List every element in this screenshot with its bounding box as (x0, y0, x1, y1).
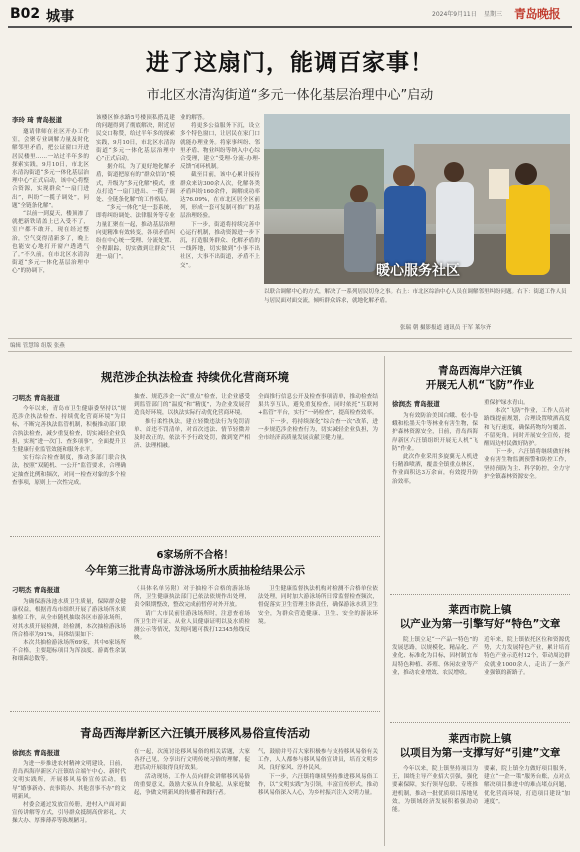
lead-paragraph: 该楼区修水路5号楼顶私搭乱建的问题得到了彻底解决，附近居民交口称赞，给过半年多的探索实践，9月10日，市北区水清沟街道“多元一体化基层治理中心”正式启动。 (96, 115, 175, 163)
article4-paragraph: 在一起，次流讨论移风易俗的相关话题，大家各抒己见，分享出行文明传统习俗的理解，促进活动开展取得良好效果。 (134, 749, 250, 772)
lead-paragraph: 据介绍，为了更好地化解矛盾，街道把原有的“群众信访”模式，升级为“多元化解”模式，重点打造“一扇门进出、一揽子调处、全链条化解”的工作格局。 (96, 164, 175, 204)
article2-column-1 (12, 405, 126, 529)
editor-line: 编辑 管慧锦 组版 张燕 (10, 343, 65, 349)
lead-column-3 (180, 114, 260, 333)
article5-paragraph: 下一步，六汪镇将继续做好林业有害生物监测预警和防控工作，坚持预防为主、科学防控，全力守护全镇森林资源安全。 (484, 449, 570, 480)
lead-photo (264, 114, 570, 284)
article6-column-2 (484, 636, 570, 716)
article4-paragraph: 下一步，六汪镇将继续坚持推进移风易俗工作，以“文明实践”为引领，丰富宣传形式，推动移风易俗深入人心，为乡村振兴注入文明力量。 (258, 773, 378, 797)
paper-logo: 青岛晚报 (514, 7, 561, 21)
lead-paragraph: “以前一到夏天，楼顶渗了就把新铁请盖上已入受不了，室户都不敢开，现在经过整治，空气变得清新多了，晚上也能安心地打开窗户透透气了。”不久前，在市北区水清沟街道“多元一体化基层治理中心”的协调下， (12, 211, 89, 275)
article6-column-1 (392, 636, 478, 716)
article3-byline: 刁明杰 青岛报道 (12, 586, 60, 594)
article5-paragraph: 此次作业采用多旋翼无人机进行精准喷洒，覆盖全镇重点林区，作业面积达3万余亩，有效提升防治效率。 (392, 454, 478, 485)
article4-column-3 (258, 748, 378, 848)
article3-paragraph: 卫生健康监督执法机构对检测不合格单位依法处理，同时加大游泳场所日常监督检查频次，督促落实卫生管理主体责任，确保游泳水质卫生安全，为群众营造健康、卫生、安全的游泳环境。 (258, 586, 378, 625)
article2-column-3 (258, 393, 378, 529)
article7-column-1 (392, 765, 478, 847)
article7-paragraph: 今年以来，院上镇坚持项目为王，围绕主导产业招大引强，强化要素保障，实行领导包联、专班推进机制，推动一批优质项目落地见效，为镇域经济发展积蓄强劲动能。 (392, 766, 478, 814)
article-separator (390, 594, 570, 595)
column-divider (384, 356, 385, 846)
article4-column-1 (12, 760, 126, 848)
article4-paragraph: 为进一步推进农村精神文明建设，日前，青岛西海岸新区六汪镇结合端午中心、新时代文明实践所，开展移风易俗宣传活动，倡导“婚事新办、丧事简办、其他喜事不办”的文明新风。 (12, 761, 126, 800)
article-separator (10, 711, 380, 712)
article7-column-2 (484, 765, 570, 847)
article7-headline: 莱西市院上镇 以项目为第一支撑写好“引建”文章 (399, 733, 561, 759)
page-header (0, 0, 580, 26)
photo-credit: 张瑞 朝 摄影报道 通讯员 于军 莱尔齐 (400, 325, 492, 331)
article3-paragraph: 为确保游泳池水质卫生质量，保障群众健康权益，根据青岛市组织开展了游泳场所水质抽检工作，从全市随机抽取各区市游泳场所，对其水质开展检测，经检测，本次抽检游泳场所合格率为91%，具体结果如下： (12, 599, 126, 638)
article2-paragraph: 今年以来，青岛市卫生健康委坚持以“规范涉企执法检查、持续优化营商环境”为目标，不断完善执法监管机制，积极推动部门联合执法检查，减少重复检查，切实减轻企业负担，实现“进一次门、查多项事”，全面提升卫生健康行业监管效能和服务水平。 (12, 406, 126, 454)
header-rule (8, 26, 572, 28)
lead-paragraph: 截至目前，该中心累计接待群众来访300余人次，化解各类矛盾纠纷160余件，调解成功率达76.09%，在市北区居全区前列，形成一套可复制可推广的基层治理经验。 (180, 172, 260, 220)
article5-byline: 徐润杰 青岛报道 (392, 400, 440, 408)
issue-weekday: 星期三 (484, 11, 503, 18)
lead-column-2 (96, 114, 175, 333)
article2-paragraph: 抽查、规范涉企一次“重点”检查，让企业感受到监管部门的“温度”和“精度”，为企业发展营造良好环境，以执法实际行动优化营商环境。 (134, 394, 250, 417)
lead-byline: 李玲 琦 青岛报道 (12, 116, 63, 124)
article2-paragraph: 实行综合检查制度，推动多部门联合执法，按照“双随机、一公开”监管要求，合理确定抽查比例和频次，对同一检查对象的多个检查事项，原则上一次性完成。 (12, 455, 126, 486)
article4-paragraph: 活动现场，工作人员向群众讲解移风易俗的重要意义，鼓励大家从自身做起，从家庭做起，争做文明新风的传播者和践行者。 (134, 773, 250, 797)
article4-headline: 青岛西海岸新区六汪镇开展移风易俗宣传活动 (80, 726, 310, 740)
article2-paragraph: 全面推行信息公开及检查事项清单，推动检查结果共享互认，避免重复检查，同时依托“互联网+监管”平台，实行“一码检查”，提高检查效率。 (258, 394, 378, 417)
article2-byline: 刁明杰 青岛报道 (12, 394, 60, 402)
section-rule (8, 351, 572, 352)
lead-paragraph: “多元一体化”是一套系统，即将纠纷调处、法律服务等专业力量汇聚在一起，推动基层治理向更精准有效转变，各项矛盾纠纷在中心统一受理、分流处置、全程跟踪，切实做到让群众“只进一扇门”。 (96, 205, 175, 261)
lead-paragraph: 业的解答。 (180, 115, 208, 121)
article7-paragraph: 要素，院上镇全力做好项目服务，建立“一企一策”服务台账，点对点解决项目推进中的难点堵点问题，优化营商环境，打造项目建设“加速度”。 (484, 766, 570, 805)
article5-paragraph: 为有效防治美国白蛾、松小卷蛾和松墨天牛等林业有害生物，保护森林资源安全，日前，青岛西海岸新区六汪镇组织开展无人机“飞防”作业。 (392, 413, 478, 452)
article4-byline: 徐润杰 青岛报道 (12, 749, 60, 757)
article3-column-1 (12, 598, 126, 704)
article4-paragraph: 村委会通过发放宣传册，进村入户面对面宣传讲解等方式，引导群众抵制高价彩礼、大操大办、厚葬薄养等陈规陋习。 (12, 802, 126, 825)
photo-caption: 以联合调解中心的方式，解决了一系列居民切身之事。右上：市北区综治中心人员在调解邻里纠纷问题。右下：街道工作人员与居民面对面交流，倾听群众诉求，就地化解矛盾。 (264, 289, 567, 304)
article-separator (10, 536, 380, 537)
article2-headline: 规范涉企执法检查 持续优化营商环境 (100, 370, 289, 384)
issue-date: 2024年9月11日 (432, 11, 477, 18)
section-rule (8, 338, 572, 339)
lead-paragraph: 邀请律师在社区开办工作室，会聚专业调解力量及时化解邻里矛盾，把公证窗口开进居民楼里……一站过半年多的探索实践，9月10日，市北区水清沟街道“多元一体化基层治理中心”正式启动，该中心将整合资源，实现群众“一扇门进出”，纠纷“一揽子调处”，问题“全链条化解”。 (12, 129, 89, 209)
article3-headline: 今年第三批青岛市游泳场所水质抽检结果公示 (85, 564, 305, 577)
article6-paragraph: 近年来，院上镇依托区位和资源优势，大力发展特色产业，累计培育特色产业示范村12个，带动周边群众就业1000余人，走出了一条产业强镇的新路子。 (484, 637, 570, 676)
lead-photo-scene (264, 114, 570, 284)
article5-paragraph: 本次“飞防”作业，工作人员对路线提前规划，合理设置喷洒高度和飞行速度，确保药物均匀覆盖、不留死角，同时开展安全宣传，提醒周边村民做好防护。 (484, 408, 570, 448)
article5-column-1 (392, 412, 478, 587)
lead-paragraph: 将更多公益服务下沉，设立多个特色窗口，让居民在家门口就能办理业务。将家事纠纷、邻里矛盾、物业纠纷等纳入中心综合受理，建立“受理-分流-办理-反馈”闭环机制。 (180, 123, 260, 171)
article6-paragraph: 院上镇立足“一产品一特色”的发展思路，以规模化、精品化、产业化、标准化为目标，因村制宜布局特色种植、养殖、休闲农业等产业，推动农业增效、农民增收。 (392, 637, 478, 676)
photo-overlay-caption: 暖心服务社区 (376, 263, 460, 279)
lead-subheadline: 市北区水清沟街道“多元一体化基层治理中心”启动 (146, 88, 434, 103)
article3-paragraph: 本次共抽检游泳场所69家，其中6家场所不合格，主要超标项目为浑浊度、游离性余氯和细菌总数等。 (12, 640, 126, 663)
article4-paragraph: 气，鼓励并号召大家积极参与支持移风易俗有关工作，人人都参与移风易俗宣讲员，培育文明乡风、良好家风、淳朴民风。 (258, 749, 378, 772)
lead-paragraph: 下一步，街道将持续完善中心运行机制，推动资源进一步下沉，打造服务群众、化解矛盾的一线阵地，切实做到“小事不出社区，大事不出街道，矛盾不上交”。 (180, 221, 260, 269)
section-name: 城事 (46, 9, 74, 25)
article3-paragraph: （具体名单另附）对于抽检不合格的游泳场所，卫生健康执法部门已依法依规作出处理，责令限期整改，整改完成前暂停对外开放。 (134, 586, 250, 609)
article2-column-2 (134, 393, 250, 529)
article2-paragraph: 推行柔性执法，建立轻微违法行为免罚清单、首违不罚清单，对首次违法、情节轻微并及时改正的，依法不予行政处罚，做到宽严相济、法理相融。 (134, 418, 250, 450)
article5-headline: 青岛西海岸六汪镇 开展无人机“飞防”作业 (425, 365, 535, 391)
article3-column-2 (134, 585, 250, 704)
article6-headline: 莱西市院上镇 以产业为第一引擎写好“特色”文章 (399, 604, 561, 630)
article3-column-3 (258, 585, 378, 704)
article3-paragraph: 请广大市民前往游泳场所时，注意查看场所卫生许可证、从业人员健康证明以及水质检测公示等情况，发现问题可拨打12345热线反映。 (134, 610, 250, 642)
lead-column-1 (12, 128, 89, 333)
article3-kicker: 6家场所不合格！ (156, 550, 234, 561)
article-separator (390, 722, 570, 723)
article5-column-2 (484, 399, 570, 587)
page-code: B02 (10, 6, 41, 22)
article5-paragraph: 重保护绿水青山。 (484, 400, 529, 406)
article4-column-2 (134, 748, 250, 848)
lead-headline: 进了这扇门，能调百家事！ (146, 50, 434, 76)
article2-paragraph: 下一步，将持续深化“综合查一次”改革，进一步规范涉企检查行为，切实减轻企业负担，为全市经济高质量发展贡献卫健力量。 (258, 418, 378, 442)
